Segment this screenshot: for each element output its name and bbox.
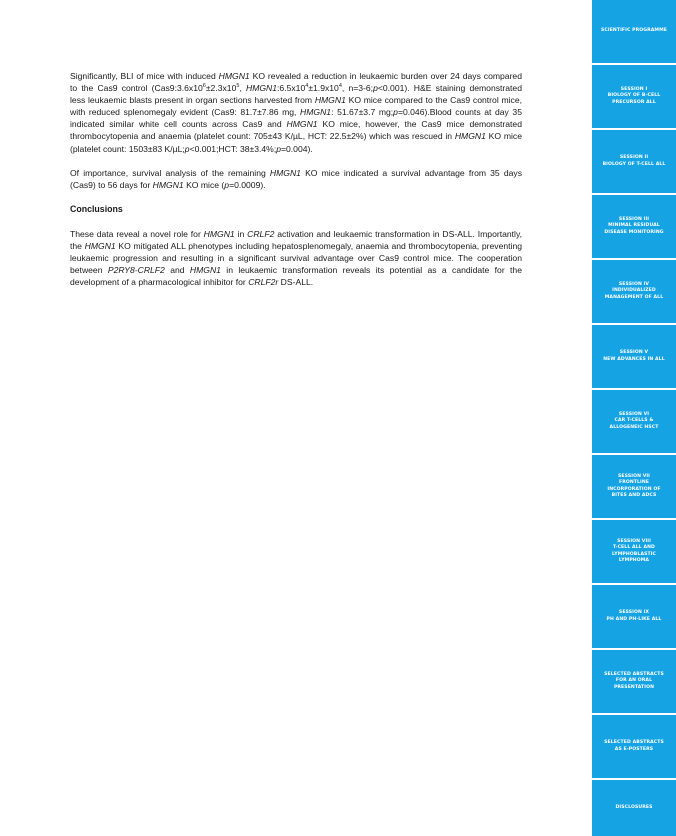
sidebar-item-session-1[interactable]: SESSION I BIOLOGY OF B-CELL PRECURSOR ALL — [592, 65, 676, 128]
sidebar-item-session-3[interactable]: SESSION III MINIMAL RESIDUAL DISEASE MONITORING — [592, 195, 676, 258]
sidebar-item-session-2[interactable]: SESSION II BIOLOGY OF T-CELL ALL — [592, 130, 676, 193]
sidebar-item-session-9[interactable]: SESSION IX PH AND PH-LIKE ALL — [592, 585, 676, 648]
conclusions-paragraph: These data reveal a novel role for HMGN1 in CRLF2 activation and leukaemic transformation in DS-ALL. Importantly, the HMGN1 KO mitigated ALL phenotypes including hepatosplenomegaly, anaemia and thrombocytopenia, preventing leukaemic progression and resulting in a significant survival advantage over Cas9 control mice. The cooperation between P2RY8-CRLF2 and HMGN1 in leukaemic transformation reveals its potential as a candidate for the development of a pharmacological inhibitor for CRLF2r DS-ALL. — [70, 228, 523, 288]
conclusions-heading: Conclusions — [70, 203, 123, 214]
sidebar-item-selected-eposters[interactable]: SELECTED ABSTRACTS AS E-POSTERS — [592, 715, 676, 778]
sidebar-item-session-8[interactable]: SESSION VIII T-CELL ALL AND LYMPHOBLASTIC LYMPHOMA — [592, 520, 676, 583]
sidebar-item-selected-oral[interactable]: SELECTED ABSTRACTS FOR AN ORAL PRESENTATION — [592, 650, 676, 713]
sidebar-item-disclosures[interactable]: DISCLOSURES — [592, 780, 676, 836]
sidebar-item-session-7[interactable]: SESSION VII FRONTLINE INCORPORATION OF BITES AND ADCS — [592, 455, 676, 518]
sidebar-item-session-5[interactable]: SESSION V NEW ADVANCES IN ALL — [592, 325, 676, 388]
sidebar-item-session-6[interactable]: SESSION VI CAR T-CELLS & ALLOGENEIC HSCT — [592, 390, 676, 453]
session-sidebar — [592, 0, 676, 836]
sidebar-item-scientific-programme[interactable]: SCIENTIFIC PROGRAMME — [592, 0, 676, 63]
results-paragraph-1: Significantly, BLI of mice with induced HMGN1 KO revealed a reduction in leukaemic burden over 24 days compared to the Cas9 control ($Cas9:3.6x10^6\pm 2.3x10^5$, $HMGN1:6.5x10^4\pm 1.9x10^4$, n=3-6;p<0.001). H&E staining demonstrated less leukaemic blasts present in organ sections harvested from HMGN1 KO mice compared to the Cas9 control mice, with reduced splenomegaly evident (Cas9: 81.7±7.86 mg, HMGN1: 51.67±3.7 mg;p=0.046).Blood counts at day 35 indicated similar white cell counts across Cas9 and HMGN1 KO mice, however, the Cas9 mice demonstrated thrombocytopenia and anaemia (platelet count: 705±43 K/µL, HCT: 22.5±2%) which was rescued in HMGN1 KO mice (platelet count: 1503±83 K/µL;p<0.001;HCT: 38±3.4%;p=0.004). — [70, 71, 522, 154]
results-paragraph-2: Of importance, survival analysis of the remaining HMGN1 KO mice indicated a survival advantage from 35 days (Cas9) to 56 days for HMGN1 KO mice (p=0.0009). — [70, 167, 522, 190]
abstract-body — [70, 70, 522, 300]
sidebar-item-session-4[interactable]: SESSION IV INDIVIDUALIZED MANAGEMENT OF ALL — [592, 260, 676, 323]
